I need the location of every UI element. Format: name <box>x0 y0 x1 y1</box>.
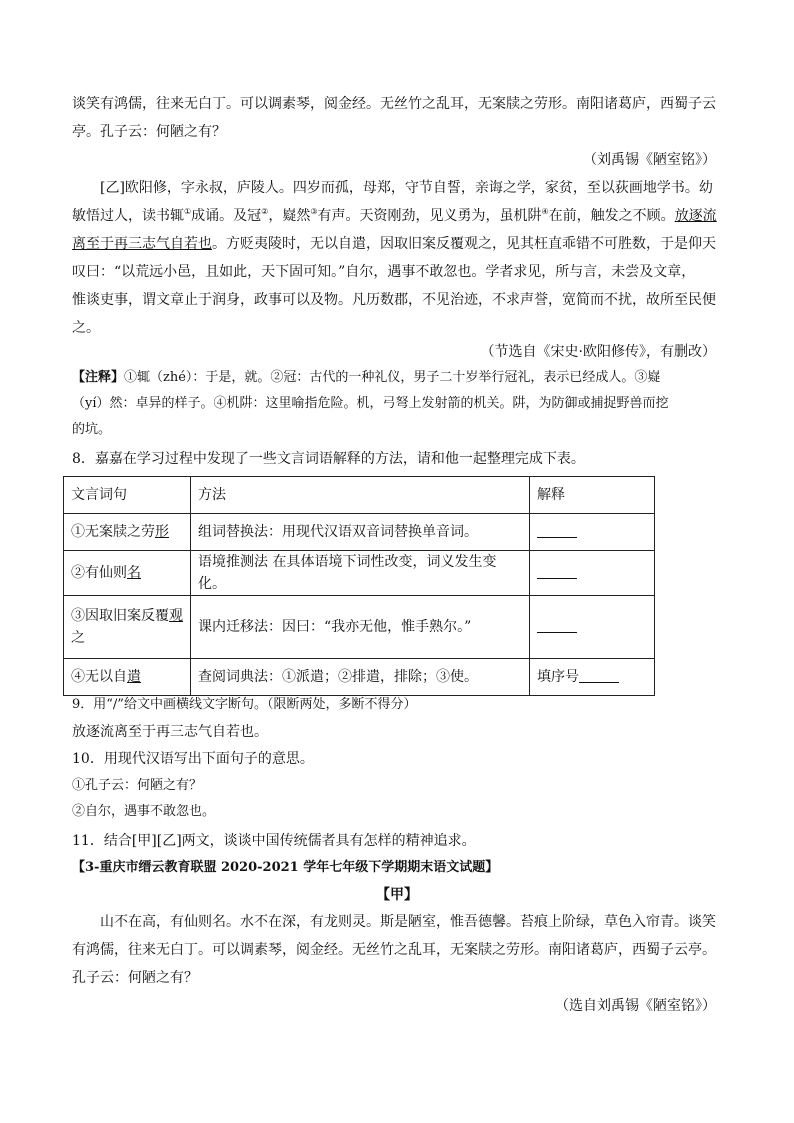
question-11-prompt: 11．结合[甲][乙]两文，谈谈中国传统儒者具有怎样的精神追求。 <box>72 833 476 849</box>
text-span: 在前，触发之不顾。 <box>548 208 675 224</box>
answer-cell[interactable] <box>530 659 655 696</box>
answer-blank[interactable] <box>537 523 577 538</box>
underlined-text: 离至于再三志气自若也 <box>72 236 212 252</box>
table-header-row <box>64 477 655 514</box>
underlined-text: 名 <box>127 565 141 581</box>
table-row <box>64 514 655 551</box>
passage-yi-line <box>72 234 722 254</box>
answer-cell[interactable] <box>530 596 655 659</box>
passage-jia-title: 【甲】 <box>376 887 418 903</box>
underlined-text: 形 <box>155 524 169 540</box>
source-citation: （节选自《宋史·欧阳修传》，有删改） <box>480 344 716 360</box>
notes-line: （yí）然：卓异的样子。④机阱：这里喻指危险。机，弓弩上发射箭的机关。阱，为防御或捕捉野兽而挖 <box>72 396 669 411</box>
underlined-text: 放逐流 <box>674 208 717 224</box>
note-marker: ① <box>184 207 192 216</box>
question-8-prompt: 8．嘉嘉在学习过程中发现了一些文言词语解释的方法，请和他一起整理完成下表。 <box>72 451 585 467</box>
underlined-text: 观 <box>169 608 183 624</box>
text-span: 。方贬夷陵时，无以自遣，因取旧案反覆观之，见其枉直乖错不可胜数，于是仰天 <box>212 236 716 252</box>
passage-yi-line: 惟谈吏事，谓文章止于润身，政事可以及物。凡历数郡，不见治迹，不求声誉，宽简而不扰，故所至民便 <box>72 292 716 308</box>
notes-line: 的坑。 <box>72 422 112 437</box>
text-span: ①辄（zhé）：于是，就。②冠：古代的一种礼仪，男子二十岁举行冠礼，表示已经成人。③嶷 <box>124 370 661 385</box>
answer-cell[interactable] <box>530 514 655 551</box>
text-span: 之 <box>71 630 85 646</box>
notes-line <box>72 368 722 388</box>
passage-yi-line <box>100 178 720 198</box>
phrase-cell <box>64 659 191 696</box>
question-10-sentence: ②自尔，遇事不敢忽也。 <box>72 804 216 819</box>
note-marker: ② <box>261 207 269 216</box>
question-9-text: 放逐流离至于再三志气自若也。 <box>72 724 268 740</box>
notes-label: 【注释】 <box>72 370 125 385</box>
method-cell: 查阅词典法：①派遣；②排遣，排除；③使。 <box>191 659 530 696</box>
answer-prefix: 填序号 <box>537 669 579 685</box>
answer-blank[interactable] <box>537 618 577 633</box>
table-header-cell: 方法 <box>191 477 530 514</box>
phrase-cell <box>64 551 191 596</box>
text-span: ①无案牍之劳 <box>71 524 155 540</box>
passage-yi-line: 之。 <box>72 320 100 336</box>
text-span: ，嶷然 <box>268 208 311 224</box>
text-span: 敏悟过人，读书辄 <box>72 208 184 224</box>
table-header-cell: 解释 <box>530 477 655 514</box>
passage-yi-line <box>72 206 722 226</box>
source-citation: （刘禹锡《陋室铭》） <box>583 152 716 168</box>
passage-jia-line: 有鸿儒，往来无白丁。可以调素琴，阅金经。无丝竹之乱耳，无案牍之劳形。南阳诸葛庐，西蜀子云亭。 <box>72 942 716 958</box>
note-marker: ③ <box>310 207 318 216</box>
table-row <box>64 596 655 659</box>
passage-line: 亭。孔子云：何陋之有？ <box>72 124 226 140</box>
passage-line: 谈笑有鸿儒，往来无白丁。可以调素琴，阅金经。无丝竹之乱耳，无案牍之劳形。南阳诸葛庐，西蜀子云 <box>72 96 716 112</box>
answer-cell[interactable] <box>530 551 655 596</box>
passage-yi-line: 叹曰：“以荒远小邑，且如此，天下固可知。”自尔，遇事不敢忽也。学者求见，所与言，未尝及文章， <box>72 264 696 280</box>
vocab-method-table <box>63 476 655 696</box>
text-span: ③因取旧案反覆 <box>71 608 169 624</box>
method-cell: 组词替换法：用现代汉语双音词替换单音词。 <box>191 514 530 551</box>
question-10-sentence: ①孔子云：何陋之有？ <box>72 778 203 793</box>
text-span: 成诵。及冠 <box>191 208 262 224</box>
text-span: ②有仙则 <box>71 565 127 581</box>
source-citation: （选自刘禹锡《陋室铭》） <box>555 998 716 1014</box>
answer-blank[interactable] <box>579 668 619 683</box>
text-span: 有声。天资刚劲，见义勇为，虽机阱 <box>317 208 542 224</box>
underlined-text: 遣 <box>127 669 141 685</box>
phrase-cell <box>64 514 191 551</box>
table-header-cell: 文言词句 <box>64 477 191 514</box>
phrase-cell <box>64 596 191 659</box>
question-10-prompt: 10．用现代汉语写出下面句子的意思。 <box>72 751 314 767</box>
question-9-prompt: 9．用“/”给文中画横线文字断句。（限断两处，多断不得分） <box>72 697 417 712</box>
table-row <box>64 551 655 596</box>
answer-blank[interactable] <box>537 564 577 579</box>
method-cell: 课内迁移法：因曰：“我亦无他，惟手熟尔。” <box>191 596 530 659</box>
passage-jia-line: 山不在高，有仙则名。水不在深，有龙则灵。斯是陋室，惟吾德馨。苔痕上阶绿，草色入帘青。谈笑 <box>100 914 716 930</box>
method-cell: 语境推测法 在具体语境下词性改变，词义发生变化。 <box>191 551 530 596</box>
section-heading: 【3-重庆市缙云教育联盟 2020-2021 学年七年级下学期期末语文试题】 <box>72 860 499 875</box>
text-span: ④无以自 <box>71 669 127 685</box>
text-span: [乙]欧阳修，字永叔，庐陵人。四岁而孤，母郑，守节自誓，亲诲之学，家贫，至以荻画地学书。幼 <box>100 180 713 196</box>
passage-jia-line: 孔子云：何陋之有？ <box>72 970 198 986</box>
table-row <box>64 659 655 696</box>
note-marker: ④ <box>541 207 549 216</box>
